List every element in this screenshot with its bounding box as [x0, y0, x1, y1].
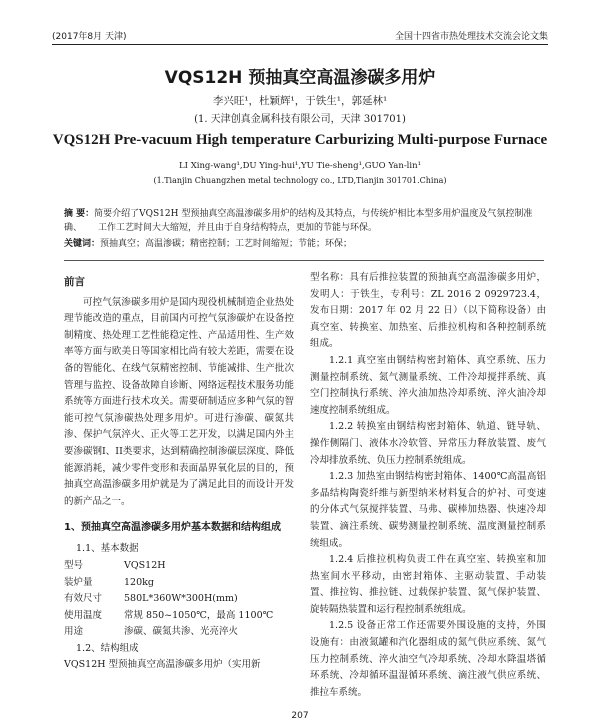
- abstract-line-2: 工作工艺时间大大缩短，并且由于自身结构特点，更加的节能与环保。: [98, 223, 378, 233]
- spec-value: 120kg: [124, 576, 154, 588]
- foreword-heading: 前言: [64, 276, 85, 288]
- subsection-1-2: 1.2、结构组成: [76, 642, 139, 654]
- spec-label: 装炉量: [64, 576, 93, 588]
- header-right: 全国十四省市热处理技术交流会论文集: [394, 32, 548, 42]
- keywords-text: 预抽真空；高温渗碳；精密控制；工艺时间缩短；节能；环保；: [100, 239, 353, 249]
- keywords: [64, 237, 544, 251]
- foreword-paragraph: 可控气氛渗碳多用炉是国内现役机械制造企业热处理节能改造的重点，目前国内可控气氛渗碳炉在设备控制精度、热处理工艺性能稳定性、产品适用性、生产效率等方面与欧美日等国家相比尚有较大差距，需要在设备的智能化、在线气氛精密控制、节能减排、生产批次管理与监控、设备故障自诊断、网络远程技术服务功能系统等方面进行技术攻关。需要研制适应多种气氛的智能可控气氛渗碳热处理多用炉。可进行渗碳、碳氮共渗、保护气氛淬火、正火等工艺开发，以满足国内外主要渗碳钢I、II类要求，达到精确控制渗碳层深度、降低能源消耗，减少零件变形和表面晶界氧化层的目的，预抽真空高温渗碳多用炉就是为了满足此目的而设计开发的新产品之一。: [64, 296, 294, 507]
- structure-paragraph: VQS12H 型预抽真空高温渗碳多用炉（实用新: [64, 659, 261, 671]
- paragraph-1-2-5: 1.2.5 设备正常工作还需要外围设施的支持，外围设施有：由液氮罐和汽化器组成的氮气供应系统、氮气压力控制系统、淬火油空气冷却系统、冷却水降温塔循环系统、冷却循环温湿循环系统、滴注液气供应系统、推拉车系统。: [310, 620, 546, 698]
- authors-en: LI Xing-wang¹,DU Ying-hui¹,YU Tie-sheng¹,GUO Yan-lin¹: [178, 161, 422, 171]
- page-number: 207: [291, 711, 309, 721]
- keywords-label: 关键词：: [64, 239, 101, 249]
- spec-label: 型号: [64, 559, 84, 571]
- running-header: [52, 29, 548, 43]
- abstract-divider: [64, 260, 544, 261]
- spec-label: 用途: [64, 626, 84, 638]
- abstract-label: 摘 要：: [64, 209, 95, 219]
- subsection-1-1: 1.1、基本数据: [76, 543, 139, 555]
- spec-value: VQS12H: [124, 559, 166, 571]
- spec-row: [64, 575, 294, 592]
- spec-value: 渗碳、碳氮共渗、光亮淬火: [124, 626, 239, 638]
- spec-row: [64, 608, 294, 625]
- paragraph-1-2-3: 1.2.3 加热室由钢结构密封箱体、1400℃高温高铝多晶结构陶瓷纤维与新型纳米材料复合的炉衬、可变速的分体式气氛搅拌装置、马弗、碳棒加热器、快速冷却装置、滴注系统、碳势测量控制系统、温度测量控制系统组成。: [310, 471, 546, 549]
- abstract-line-1: 简要介绍了VQS12H 型预抽真空高温渗碳多用炉的结构及其特点，与传统炉相比本型多用炉温度及气氛控制准确、: [64, 209, 533, 233]
- affiliation-cn: (1. 天津创真金属科技有限公司，天津 301701): [194, 114, 406, 125]
- authors-cn: 李兴旺¹，杜颖辉¹，于铁生¹，郭延林¹: [212, 95, 388, 107]
- paragraph-1-2-4: 1.2.4 后推拉机构负责工件在真空室、转换室和加热室间水平移动，由密封箱体、主驱动装置、手动装置、推拉钩、推拉链、过载保护装置、氮气保护装置、旋转隔热装置和运行程控制系统组成。: [310, 554, 546, 615]
- title-en: VQS12H Pre-vacuum High temperature Carburizing Multi-purpose Furnace: [52, 132, 548, 148]
- spec-row: [64, 558, 294, 575]
- spec-label: 有效尺寸: [64, 593, 103, 605]
- paragraph-1-2-1: 1.2.1 真空室由钢结构密封箱体、真空系统、压力测量控制系统、氮气测量系统、工件冷却搅拌系统、真空门控制执行系统、淬火油加热冷却系统、淬火油冷却速度控制系统组成。: [310, 354, 546, 416]
- spec-value: 580L*360W*300H(mm): [124, 593, 238, 605]
- left-column: [64, 270, 294, 674]
- spec-table: [64, 558, 294, 641]
- header-rule: [52, 44, 548, 45]
- spec-row: [64, 624, 294, 641]
- title-cn: VQS12H 预抽真空高温渗碳多用炉: [164, 68, 436, 88]
- spec-value: 常规 850~1050℃，最高 1100℃: [124, 609, 274, 621]
- spec-row: [64, 591, 294, 608]
- right-column: [310, 270, 546, 701]
- spec-label: 使用温度: [64, 609, 103, 621]
- header-left: (2017年8月 天津): [52, 32, 127, 42]
- affiliation-en: (1.Tianjin Chuangzhen metal technology co., LTD,Tianjin 301701.China): [153, 176, 447, 185]
- paragraph-1-2-2: 1.2.2 转换室由钢结构密封箱体、轨道、链导轨、操作侧隔门、液体水冷软管、异常压力释放装置、废气冷却排放系统、负压力控制系统组成。: [310, 421, 546, 466]
- section-1-heading: 1、预抽真空高温渗碳多用炉基本数据和结构组成: [64, 522, 281, 534]
- patent-paragraph: 型名称：具有后推拉装置的预抽真空高温渗碳多用炉，发明人：于铁生，专利号：ZL 2016 2 0929723.4，发布日期：2017 年 02 月 22 日）（以下简称设备）由真空室、转换室、加热室、后推拉机构和各种控制系统组成。: [310, 272, 546, 350]
